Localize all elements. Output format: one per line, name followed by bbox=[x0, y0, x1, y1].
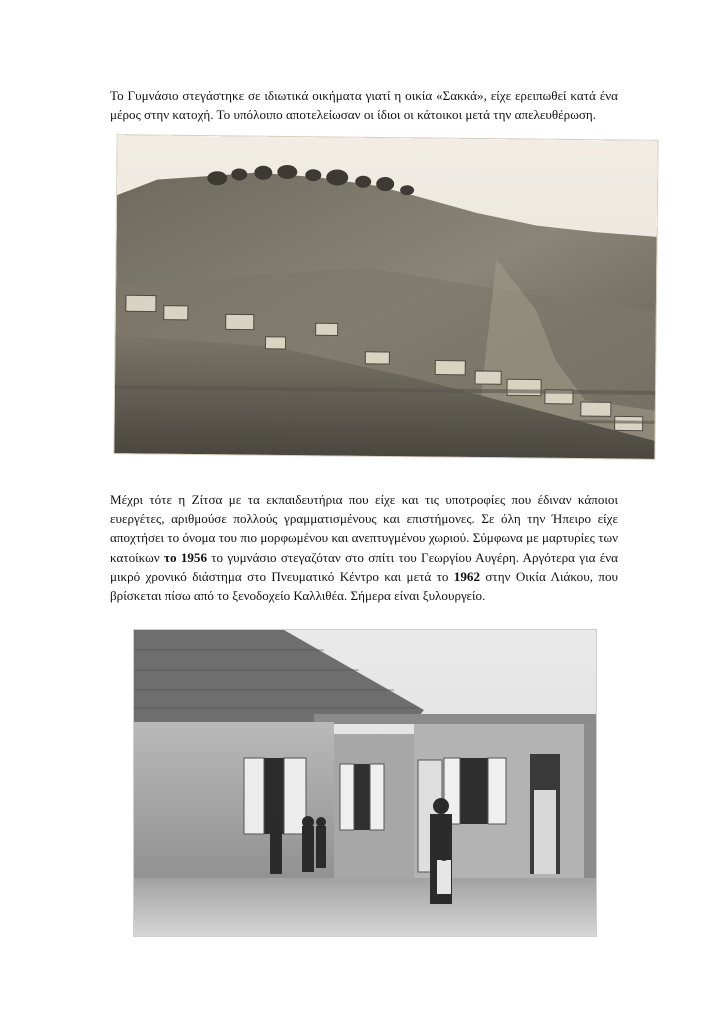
year-1956: το 1956 bbox=[163, 549, 208, 565]
paragraph-history-part1: Μέχρι τότε η Ζίτσα με τα εκπαιδευτήρια που είχε και τις υποτροφίες που έδιναν κάποιοι ευεργέτες, αριθμούσε πολλούς γραμματισμένους και επιστήμονες. Σε όλη την Ήπειρο είχε αποχτήσει το όνομα του πιο μορφωμένου και ανεπτυγμένου χωριού. Σύμφωνα με μαρτυρίες των κατοίκων bbox=[110, 492, 618, 565]
paragraph-housing-text: Το Γυμνάσιο στεγάστηκε σε ιδιωτικά οικήματα γιατί η οικία «Σακκά», είχε ερειπωθεί κατά ένα μέρος στην κατοχή. Το υπόλοιπο αποτελείωσαν οι ίδιοι οι κάτοικοι μετά την απελευθέρωση. bbox=[110, 88, 618, 123]
paragraph-history-part3: στην Οικία Λιάκου, που βρίσκεται πίσω από το ξενοδοχείο Καλλιθέα. Σήμερα είναι ξυλουργείο. bbox=[110, 568, 618, 604]
paragraph-history-part2: το γυμνάσιο στεγαζόταν στο σπίτι του Γεωργίου Αυγέρη. Αργότερα για ένα μικρό χρονικό διάστημα στο Πνευματικό Κέντρο και μετά το bbox=[110, 549, 618, 584]
year-1962: 1962 bbox=[453, 568, 480, 584]
paragraph-housing bbox=[110, 86, 618, 124]
school-building-photo bbox=[133, 629, 597, 937]
hillside-village-photo bbox=[114, 135, 657, 459]
paragraph-history bbox=[110, 490, 618, 605]
